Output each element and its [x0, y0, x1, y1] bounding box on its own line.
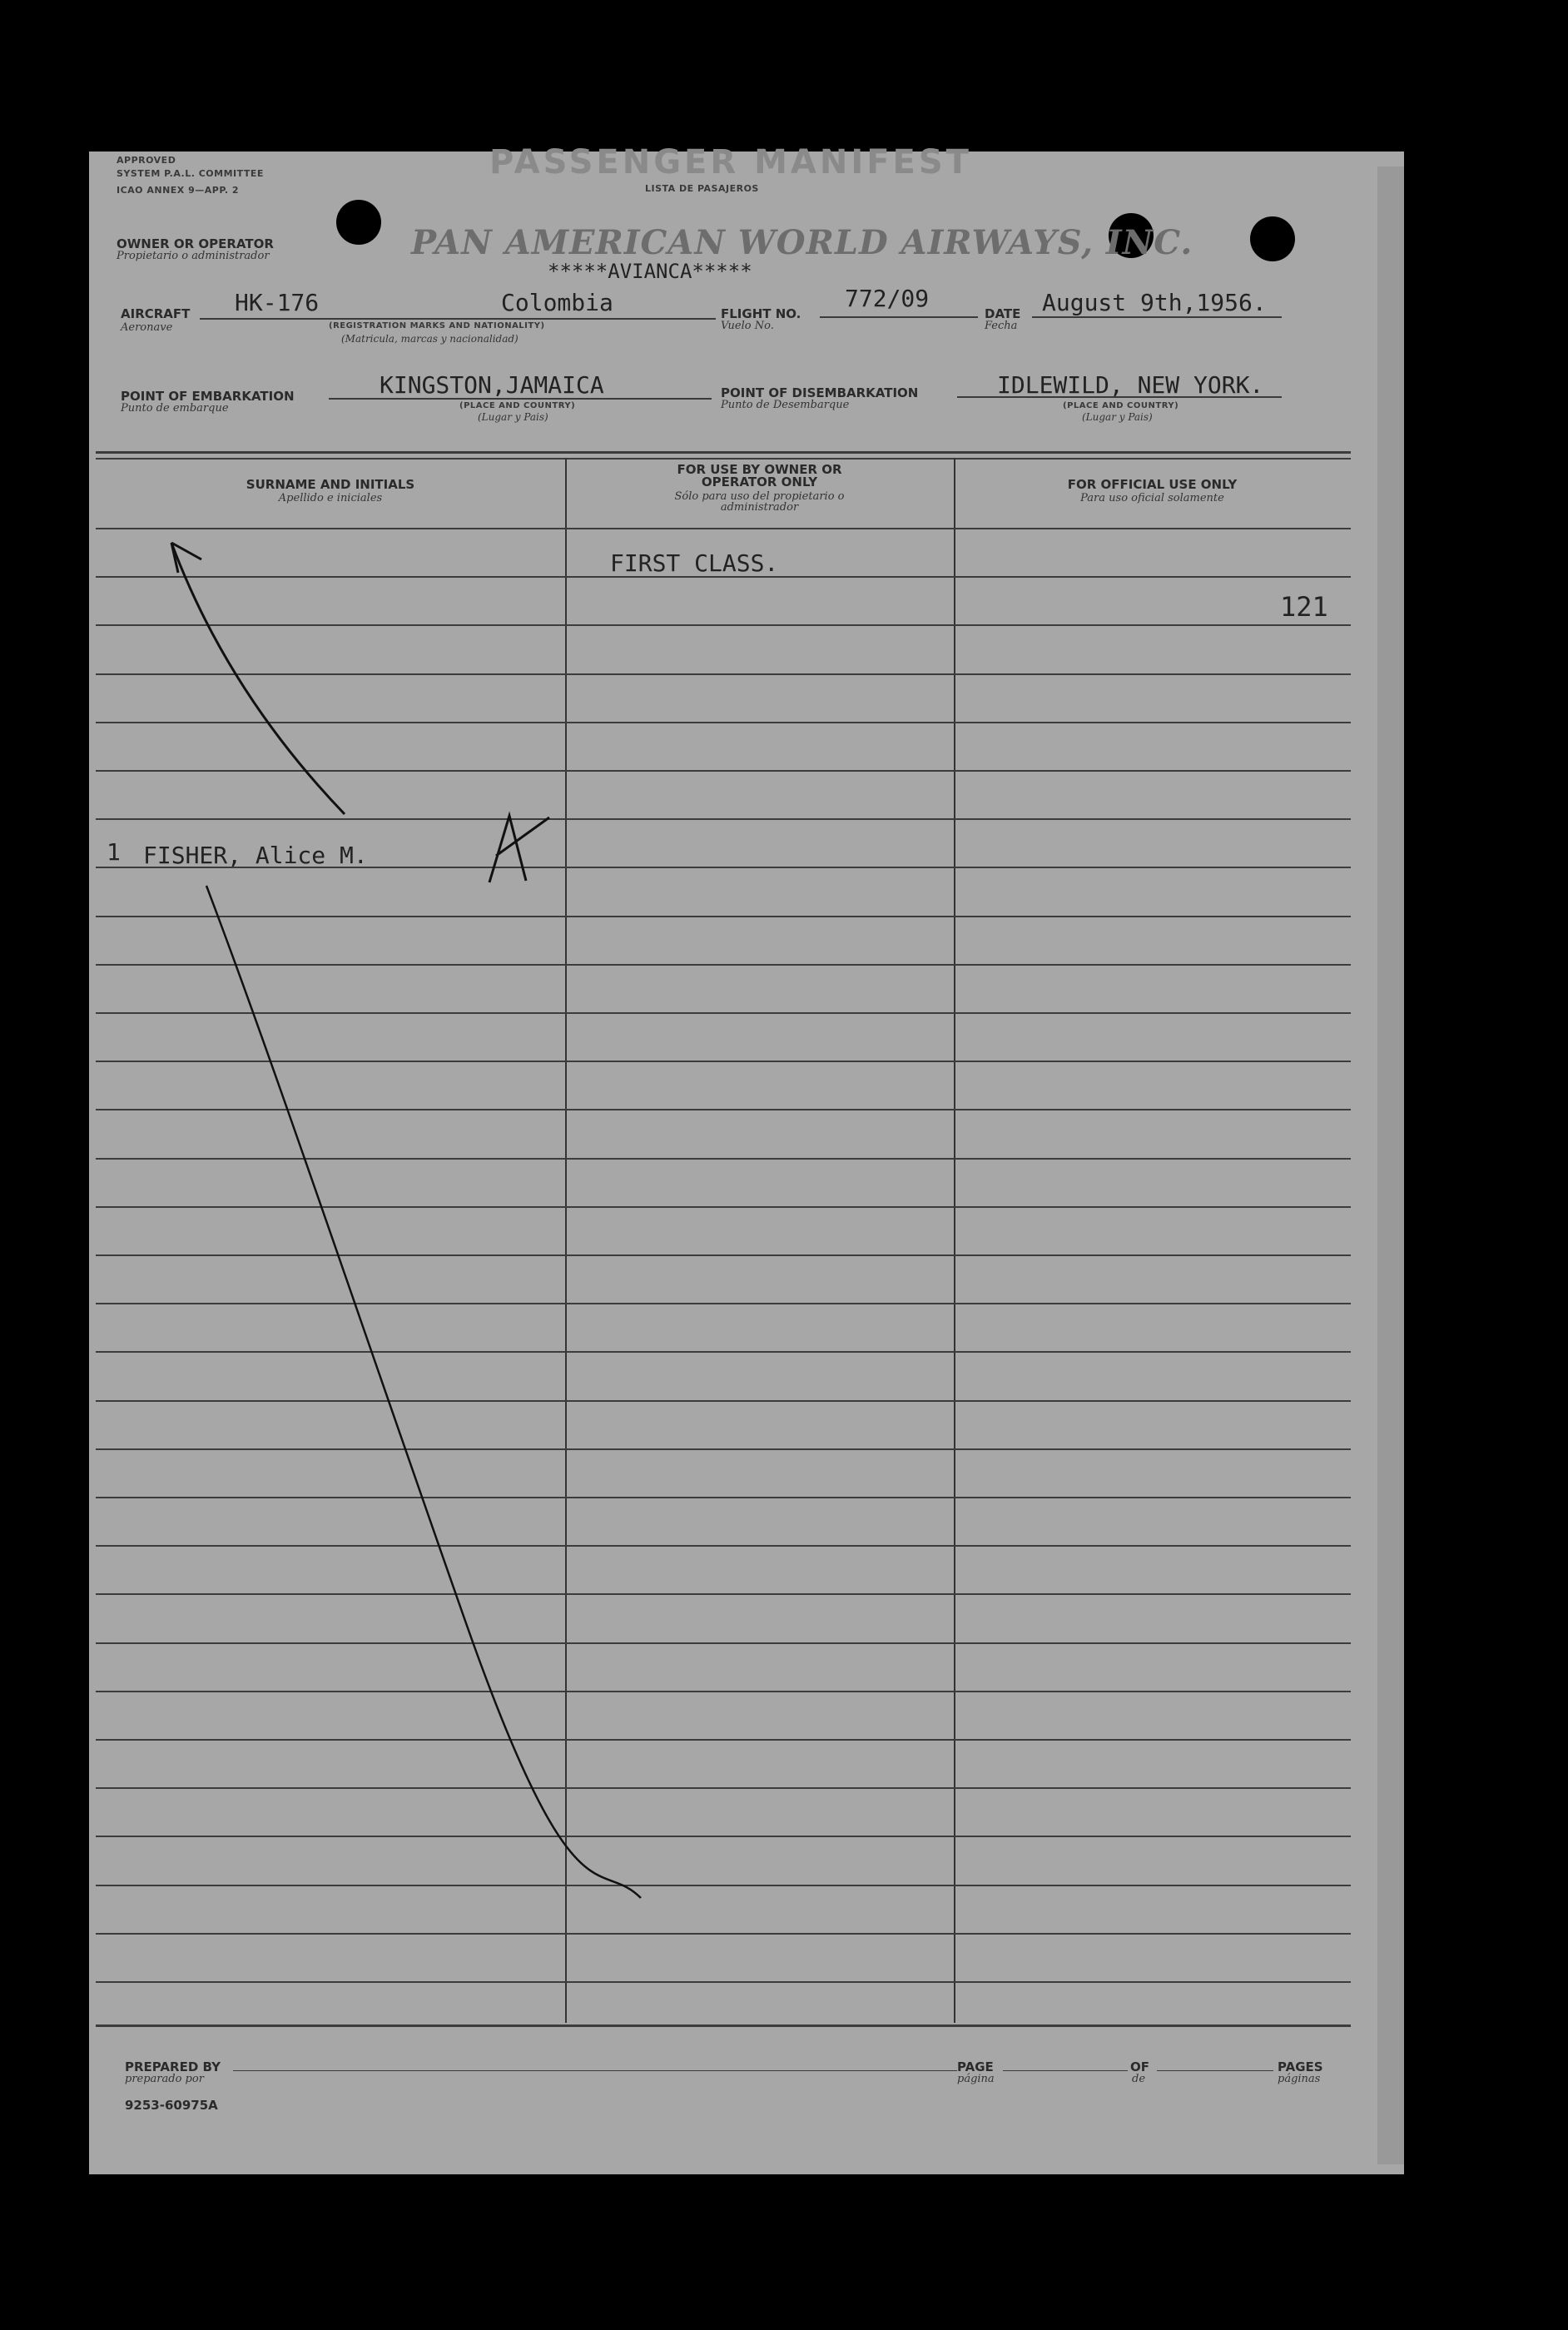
column-header-official-es: Para uso oficial solamente	[1080, 492, 1224, 504]
flight-label-es: Vuelo No.	[721, 320, 774, 332]
prepared-by-underline	[233, 2070, 957, 2071]
page-label: PAGE	[957, 2059, 994, 2074]
pencil-letter-a-text: A	[0, 0, 1, 1]
aircraft-sub-label: (REGISTRATION MARKS AND NATIONALITY)	[329, 321, 545, 330]
pencil-arrowhead	[171, 543, 201, 573]
flight-number: 772/09	[845, 285, 930, 312]
page-title-es: LISTA DE PASAJEROS	[645, 183, 759, 194]
aircraft-nationality: Colombia	[501, 289, 613, 316]
disembarkation-label-es: Punto de Desembarque	[721, 399, 850, 411]
embarkation-label-es: Punto de embarque	[121, 402, 229, 415]
page-title: PASSENGER MANIFEST	[489, 143, 972, 181]
passenger-name: FISHER, Alice M.	[143, 842, 368, 869]
disembarkation-label: POINT OF DISEMBARKATION	[721, 385, 919, 400]
page-underline	[1003, 2070, 1128, 2071]
date-label-es: Fecha	[985, 320, 1018, 332]
column-header-official: FOR OFFICIAL USE ONLY	[1067, 477, 1238, 492]
operator-note: FIRST CLASS.	[610, 549, 779, 577]
of-label: OF	[1130, 2059, 1149, 2074]
date-label: DATE	[985, 306, 1021, 321]
approval-line-1: APPROVED	[117, 155, 176, 166]
of-underline	[1157, 2070, 1273, 2071]
airline-name: PAN AMERICAN WORLD AIRWAYS, INC.	[411, 223, 1193, 262]
official-number: 121	[1280, 591, 1328, 623]
embarkation-value: KINGSTON,JAMAICA	[380, 371, 604, 399]
approval-line-3: ICAO ANNEX 9—APP. 2	[117, 185, 240, 196]
of-label-es: de	[1132, 2073, 1146, 2085]
date-value: August 9th,1956.	[1042, 289, 1267, 316]
prepared-by-label-es: preparado por	[125, 2073, 204, 2085]
aircraft-registration: HK-176	[235, 289, 320, 316]
column-header-surname-es: Apellido e iniciales	[278, 492, 383, 504]
pages-label-es: páginas	[1278, 2073, 1321, 2085]
pencil-arrow-stroke	[171, 543, 345, 814]
pencil-cancel-line	[206, 886, 641, 1898]
disembarkation-sub-label-es: (Lugar y Pais)	[1082, 411, 1153, 423]
table-bottom-border	[96, 2024, 1351, 2027]
page-label-es: página	[957, 2073, 995, 2085]
embarkation-sub-label-es: (Lugar y Pais)	[478, 411, 548, 423]
form-number: 9253-60975A	[125, 2098, 218, 2113]
embarkation-sub-label: (PLACE AND COUNTRY)	[459, 401, 576, 410]
disembarkation-sub-label: (PLACE AND COUNTRY)	[1063, 401, 1179, 410]
aircraft-sub-label-es: (Matricula, marcas y nacionalidad)	[341, 333, 519, 345]
aircraft-label: AIRCRAFT	[121, 306, 191, 321]
disembarkation-value: IDLEWILD, NEW YORK.	[997, 371, 1264, 399]
aircraft-label-es: Aeronave	[121, 321, 173, 334]
owner-label: OWNER OR OPERATOR	[117, 236, 274, 251]
column-header-operator: FOR USE BY OWNER OR OPERATOR ONLY	[677, 462, 842, 489]
operator-name: *****AVIANCA*****	[548, 260, 752, 283]
flight-label: FLIGHT NO.	[721, 306, 801, 321]
approval-line-2: SYSTEM P.A.L. COMMITTEE	[117, 168, 264, 179]
passenger-number: 1	[107, 838, 121, 866]
prepared-by-label: PREPARED BY	[125, 2059, 221, 2074]
pages-label: PAGES	[1278, 2059, 1323, 2074]
column-header-surname: SURNAME AND INITIALS	[246, 477, 415, 492]
pencil-letter-a	[489, 816, 549, 882]
owner-label-es: Propietario o administrador	[117, 250, 270, 262]
column-header-operator-es: Sólo para uso del propietario o administrador	[674, 490, 845, 514]
embarkation-label: POINT OF EMBARKATION	[121, 389, 295, 404]
